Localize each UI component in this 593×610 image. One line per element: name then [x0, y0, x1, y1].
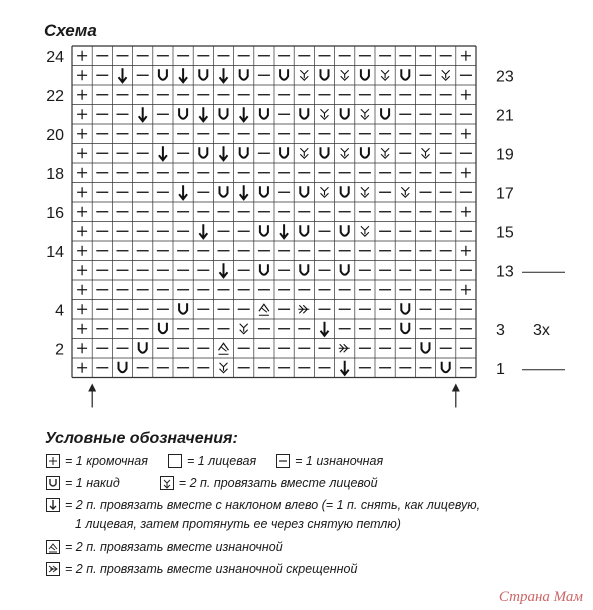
watermark-text: Страна Мам: [498, 589, 583, 605]
yarn-over-icon: [300, 264, 308, 275]
yarn-over-icon: [341, 108, 349, 119]
p2tog-icon: [259, 304, 269, 315]
yarn-over-icon: [422, 342, 430, 353]
ssk-icon: [220, 68, 228, 82]
yarn-over-icon: [300, 108, 308, 119]
yarn-over-icon: [240, 147, 248, 158]
legend-ssk-text-cont: 1 лицевая, затем протянуть ее через снятую петлю): [75, 517, 401, 531]
chart-title: Схема: [44, 21, 97, 40]
row-number-right: 13: [496, 263, 514, 281]
legend-yo-text: = 1 накид: [65, 476, 120, 490]
edge-stitch-icon: [77, 207, 87, 217]
legend-edge-text: = 1 кромочная: [65, 454, 148, 468]
ssk-icon: [199, 224, 207, 238]
yarn-over-icon: [341, 225, 349, 236]
edge-stitch-icon: [461, 285, 471, 295]
p2tog-icon: [46, 540, 60, 554]
edge-stitch-icon: [77, 70, 87, 80]
legend-row-1: [46, 454, 383, 468]
k2tog-icon: [361, 226, 369, 236]
yarn-over-icon: [220, 186, 228, 197]
yarn-over-icon: [159, 323, 167, 334]
k2tog-icon: [341, 148, 349, 158]
ssk-icon: [179, 68, 187, 82]
ssk-icon: [159, 146, 167, 160]
edge-stitch-icon: [77, 285, 87, 295]
k2tog-icon: [321, 187, 329, 197]
row-number-left: 14: [46, 243, 64, 261]
k2tog-icon: [321, 109, 329, 119]
row-number-left: 16: [46, 204, 64, 222]
ssk-icon: [119, 68, 127, 82]
edge-stitch-icon: [77, 246, 87, 256]
p2tog-tbl-icon: [46, 562, 60, 576]
row-number-left: 20: [46, 126, 64, 144]
repeat-arrow-right-head: [452, 384, 460, 392]
row-number-left: 2: [55, 341, 64, 359]
yarn-over-icon: [179, 108, 187, 119]
yarn-over-icon: [361, 147, 369, 158]
yarn-over-icon: [240, 69, 248, 80]
k2tog-icon: [220, 363, 228, 373]
yarn-over-icon: [442, 362, 450, 373]
yarn-over-icon: [401, 69, 409, 80]
edge-stitch-icon: [77, 168, 87, 178]
k2tog-icon: [361, 109, 369, 119]
yarn-over-icon: [260, 225, 268, 236]
yarn-over-icon: [139, 342, 147, 353]
legend-row-3b: [75, 517, 401, 531]
p2tog-tbl-icon: [339, 344, 350, 352]
ssk-icon: [341, 361, 349, 375]
edge-stitch-icon: [77, 226, 87, 236]
row-number-right: 1: [496, 360, 505, 378]
ssk-icon: [139, 107, 147, 121]
edge-stitch-icon: [461, 90, 471, 100]
ssk-icon: [280, 224, 288, 238]
ssk-icon: [240, 185, 248, 199]
ssk-icon: [220, 146, 228, 160]
yarn-over-icon: [300, 225, 308, 236]
ssk-icon: [199, 107, 207, 121]
edge-stitch-icon: [461, 51, 471, 61]
ssk-icon: [46, 498, 60, 512]
k2tog-icon: [300, 70, 308, 80]
k2tog-icon: [240, 324, 248, 334]
yarn-over-icon: [341, 186, 349, 197]
k2tog-icon: [381, 70, 389, 80]
row-number-left: 4: [55, 302, 64, 320]
yarn-over-icon: [280, 69, 288, 80]
edge-stitch-icon: [461, 246, 471, 256]
yarn-over-icon: [321, 69, 329, 80]
edge-stitch-icon: [46, 454, 60, 468]
legend-p2tog-tbl-text: = 2 п. провязать вместе изнаночной скрещенной: [65, 562, 358, 576]
yarn-over-icon: [199, 69, 207, 80]
yarn-over-icon: [220, 108, 228, 119]
yarn-over-icon: [260, 186, 268, 197]
edge-stitch-icon: [77, 109, 87, 119]
p2tog-icon: [219, 343, 229, 354]
yarn-over-icon: [341, 264, 349, 275]
edge-stitch-icon: [77, 148, 87, 158]
repeat-arrow-left-head: [88, 384, 96, 392]
yarn-over-icon: [159, 69, 167, 80]
row-number-right: 21: [496, 107, 514, 125]
legend-purl-text: = 1 изнаночная: [295, 454, 384, 468]
p2tog-tbl-icon: [298, 305, 309, 313]
edge-stitch-icon: [461, 168, 471, 178]
legend-row-5: [46, 562, 357, 576]
k2tog-icon: [300, 148, 308, 158]
edge-stitch-icon: [461, 129, 471, 139]
yarn-over-icon: [280, 147, 288, 158]
legend-row-2: [46, 476, 378, 490]
legend-k2tog-text: = 2 п. провязать вместе лицевой: [178, 476, 378, 490]
row-number-right: 19: [496, 146, 514, 164]
yarn-over-icon: [260, 264, 268, 275]
yarn-over-icon: [46, 476, 60, 490]
k2tog-icon: [422, 148, 430, 158]
purl-stitch-icon: [276, 454, 290, 468]
repeat-count-label: 3х: [533, 321, 550, 339]
legend-knit-text: = 1 лицевая: [186, 454, 257, 468]
yarn-over-icon: [361, 69, 369, 80]
ssk-icon: [240, 107, 248, 121]
ssk-icon: [321, 322, 329, 336]
yarn-over-icon: [321, 147, 329, 158]
legend-row-3: [46, 498, 480, 512]
yarn-over-icon: [179, 303, 187, 314]
k2tog-icon: [341, 70, 349, 80]
legend-ssk-text: = 2 п. провязать вместе с наклоном влево (= 1 п. снять, как лицевую,: [65, 498, 481, 512]
k2tog-icon: [442, 70, 450, 80]
row-number-right: 15: [496, 224, 514, 242]
edge-stitch-icon: [461, 207, 471, 217]
row-number-left: 18: [46, 165, 64, 183]
edge-stitch-icon: [77, 304, 87, 314]
ssk-icon: [220, 263, 228, 277]
k2tog-icon: [401, 187, 409, 197]
ssk-icon: [179, 185, 187, 199]
yarn-over-icon: [300, 186, 308, 197]
yarn-over-icon: [199, 147, 207, 158]
yarn-over-icon: [401, 323, 409, 334]
knit-stitch-icon: [168, 454, 182, 468]
edge-stitch-icon: [77, 187, 87, 197]
row-number-left: 24: [46, 48, 64, 66]
k2tog-icon: [381, 148, 389, 158]
yarn-over-icon: [381, 108, 389, 119]
row-number-right: 23: [496, 68, 514, 86]
row-number-right: 3: [496, 321, 505, 339]
yarn-over-icon: [119, 362, 127, 373]
yarn-over-icon: [260, 108, 268, 119]
edge-stitch-icon: [77, 324, 87, 334]
edge-stitch-icon: [77, 363, 87, 373]
k2tog-icon: [160, 476, 174, 490]
edge-stitch-icon: [77, 343, 87, 353]
yarn-over-icon: [401, 303, 409, 314]
edge-stitch-icon: [77, 51, 87, 61]
k2tog-icon: [361, 187, 369, 197]
edge-stitch-icon: [77, 129, 87, 139]
row-number-left: 22: [46, 87, 64, 105]
legend-p2tog-text: = 2 п. провязать вместе изнаночной: [65, 540, 283, 554]
edge-stitch-icon: [77, 265, 87, 275]
legend-row-4: [46, 540, 283, 554]
row-number-right: 17: [496, 185, 514, 203]
edge-stitch-icon: [77, 90, 87, 100]
legend-title: Условные обозначения:: [45, 430, 238, 447]
